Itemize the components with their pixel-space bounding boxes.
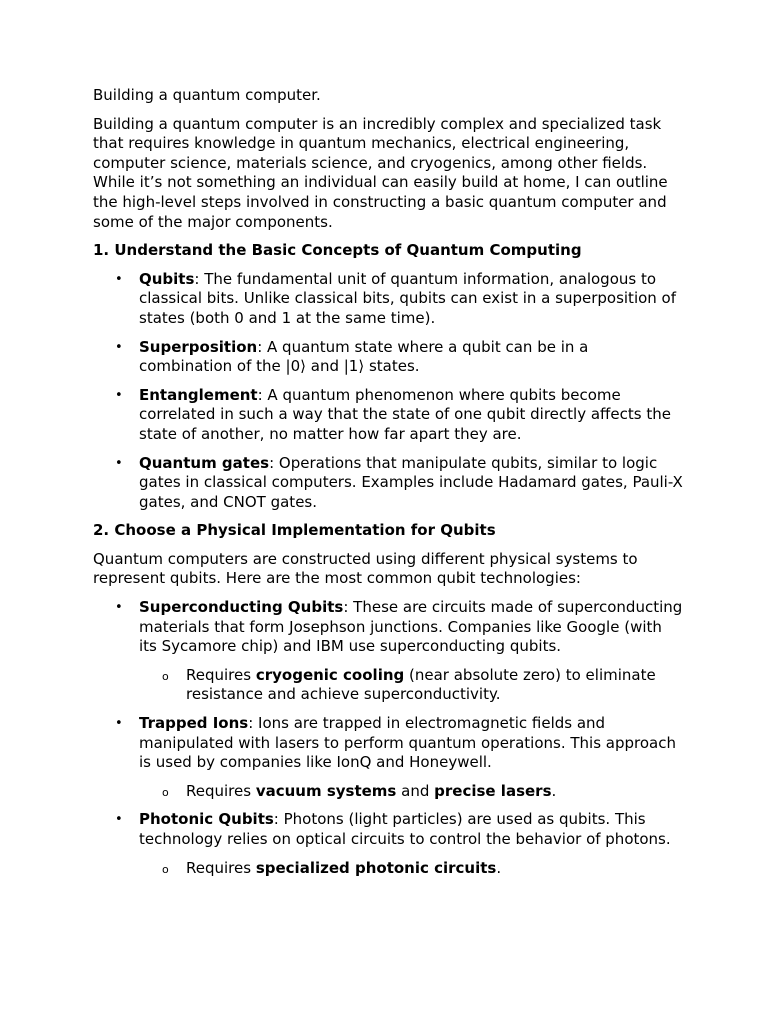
circle-bullet-icon: o (162, 862, 169, 876)
section-2-heading: 2. Choose a Physical Implementation for Qubits (93, 521, 496, 540)
term-entanglement: Entanglement (139, 385, 258, 404)
qubit-technologies-list (93, 598, 683, 878)
circle-bullet-icon: o (162, 669, 169, 683)
sub-bold-text: precise lasers (434, 781, 552, 800)
sub-item-cryogenic (139, 666, 683, 705)
bullet-icon: • (115, 387, 123, 403)
term-trapped-ions: Trapped Ions (139, 714, 249, 733)
sub-item-vacuum-lasers (139, 782, 683, 802)
term-superconducting-qubits: Superconducting Qubits (139, 598, 344, 617)
sub-list (139, 666, 683, 705)
term-quantum-gates: Quantum gates (139, 453, 270, 472)
sub-bold-text: specialized photonic circuits (255, 858, 497, 877)
desc-superconducting-qubits: : These are circuits made of superconducting materials that form Josephson junctions. Companies like Google (with its Sycamore chip) and IBM use superconducting qubits. (139, 598, 683, 656)
desc-qubits: : The fundamental unit of quantum information, analogous to classical bits. Unlike classical bits, qubits can exist in a superposition of states (both 0 and 1 at the same time). (139, 269, 677, 327)
bullet-icon: • (115, 716, 123, 732)
term-qubits: Qubits (139, 269, 195, 288)
bullet-icon: • (115, 271, 123, 287)
term-superposition: Superposition (139, 337, 258, 356)
bullet-icon: • (115, 600, 123, 616)
sub-text: Requires (186, 781, 256, 800)
document-page (93, 86, 683, 887)
list-item-superposition (93, 338, 683, 377)
sub-list (139, 859, 683, 879)
desc-quantum-gates: : Operations that manipulate qubits, similar to logic gates in classical computers. Examples include Hadamard gates, Pauli-X gates, and CNOT gates. (139, 453, 683, 511)
bullet-icon: • (115, 812, 123, 828)
bullet-icon: • (115, 455, 123, 471)
document-title-line: Building a quantum computer. (93, 86, 321, 104)
sub-text: Requires (186, 665, 256, 684)
list-item-entanglement (93, 386, 683, 445)
bullet-icon: • (115, 339, 123, 355)
list-item-quantum-gates (93, 454, 683, 513)
term-photonic-qubits: Photonic Qubits (139, 810, 274, 829)
list-item-qubits (93, 270, 683, 329)
section-1-heading: 1. Understand the Basic Concepts of Quantum Computing (93, 241, 582, 260)
sub-text: (near absolute zero) to eliminate resistance and achieve superconductivity. (186, 665, 656, 704)
intro-paragraph: Building a quantum computer is an incredibly complex and specialized task that requires knowledge in quantum mechanics, electrical engineering, computer science, materials science, and cryogenics, among other fields. While it’s not something an individual can easily build at home, I can outline the high-level steps involved in constructing a basic quantum computer and some of the major components. (93, 114, 668, 231)
sub-text: and (396, 781, 435, 800)
sub-list (139, 782, 683, 802)
sub-text: . (496, 858, 502, 877)
sub-item-photonic-circuits (139, 859, 683, 879)
circle-bullet-icon: o (162, 785, 169, 799)
sub-bold-text: vacuum systems (255, 781, 397, 800)
concepts-list (93, 270, 683, 513)
desc-trapped-ions: : Ions are trapped in electromagnetic fields and manipulated with lasers to perform quantum operations. This approach is used by companies like IonQ and Honeywell. (139, 714, 676, 772)
sub-bold-text: cryogenic cooling (255, 665, 405, 684)
sub-text: . (551, 781, 557, 800)
desc-photonic-qubits: : Photons (light particles) are used as qubits. This technology relies on optical circuits to control the behavior of photons. (139, 810, 671, 848)
desc-entanglement: : A quantum phenomenon where qubits become correlated in such a way that the state of one qubit directly affects the state of another, no matter how far apart they are. (139, 385, 671, 443)
desc-superposition: : A quantum state where a qubit can be in a combination of the |0⟩ and |1⟩ states. (139, 337, 589, 376)
section-2-intro: Quantum computers are constructed using different physical systems to represent qubits. Here are the most common qubit technologies: (93, 549, 638, 588)
sub-text: Requires (186, 858, 256, 877)
list-item-trapped-ions (93, 714, 683, 801)
list-item-superconducting-qubits (93, 598, 683, 705)
list-item-photonic-qubits (93, 810, 683, 878)
